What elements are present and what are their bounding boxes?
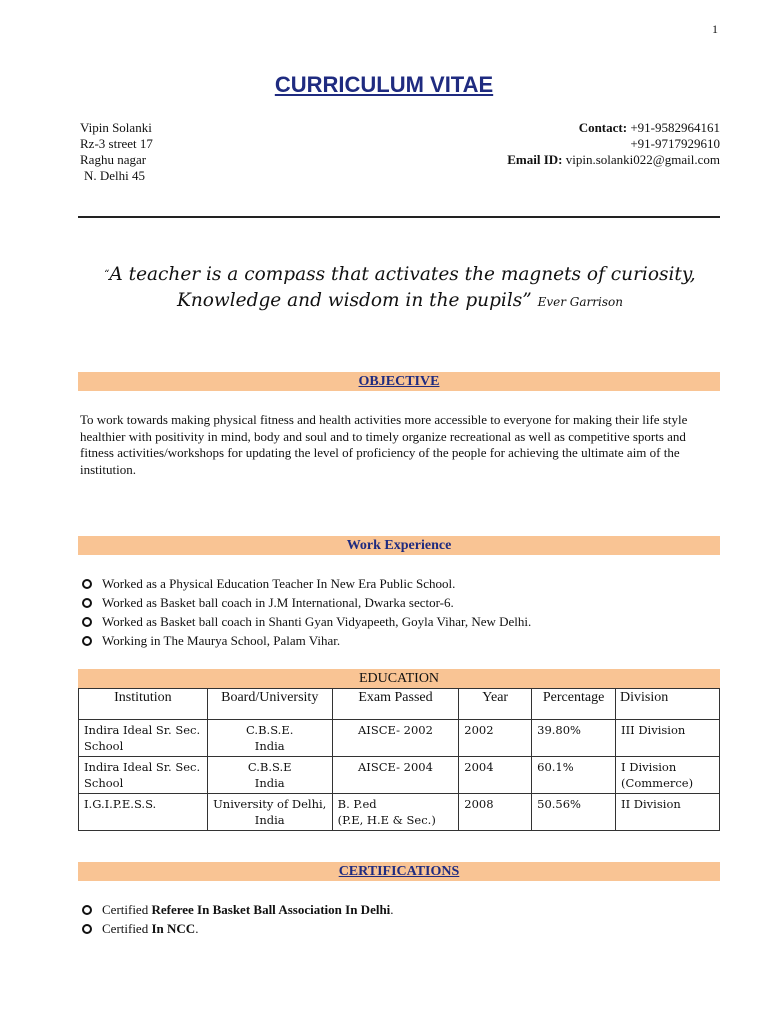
cell-exam: B. P.ed (P.E, H.E & Sec.) xyxy=(332,794,459,831)
cell-exam: AISCE- 2002 xyxy=(332,720,459,757)
bullet-circle-icon xyxy=(82,598,92,608)
list-item: Certified In NCC. xyxy=(80,919,720,938)
list-item: Worked as Basket ball coach in J.M International, Dwarka sector-6. xyxy=(80,593,720,612)
email-address: vipin.solanki022@gmail.com xyxy=(565,152,720,167)
address-line: N. Delhi 45 xyxy=(84,168,146,183)
column-header: Year xyxy=(459,689,532,720)
bullet-circle-icon xyxy=(82,924,92,934)
cell-division: II Division xyxy=(616,794,720,831)
column-header: Division xyxy=(616,689,720,720)
column-header: Exam Passed xyxy=(332,689,459,720)
quote-text: A teacher is a compass that activates the magnets of curiosity, Knowledge and wisdom in the pupils” xyxy=(109,264,696,311)
contact-block xyxy=(507,120,720,168)
cell-board: University of Delhi, India xyxy=(207,794,332,831)
objective-heading xyxy=(78,372,720,391)
column-header: Institution xyxy=(79,689,208,720)
quote xyxy=(70,262,730,315)
list-item: Certified Referee In Basket Ball Association In Delhi. xyxy=(80,900,720,919)
phone-2: +91-9717929610 xyxy=(630,136,720,151)
certifications-heading xyxy=(78,862,720,881)
cell-division: I Division (Commerce) xyxy=(616,757,720,794)
cell-exam: AISCE- 2004 xyxy=(332,757,459,794)
table-row xyxy=(79,720,720,757)
table-header-row xyxy=(79,689,720,720)
list-item: Worked as a Physical Education Teacher In New Era Public School. xyxy=(80,574,720,593)
address-block xyxy=(80,120,153,184)
certifications-heading-text: CERTIFICATIONS xyxy=(338,864,460,879)
education-table xyxy=(78,688,720,831)
bullet-circle-icon xyxy=(82,905,92,915)
address-line: Raghu nagar xyxy=(80,152,147,167)
work-experience-list xyxy=(80,574,720,650)
education-heading-text: EDUCATION xyxy=(358,671,440,686)
cell-percentage: 60.1% xyxy=(532,757,616,794)
table-row xyxy=(79,794,720,831)
cell-year: 2004 xyxy=(459,757,532,794)
cell-percentage: 39.80% xyxy=(532,720,616,757)
page-title: CURRICULUM VITAE xyxy=(274,72,494,97)
cell-division: III Division xyxy=(616,720,720,757)
objective-text: To work towards making physical fitness and health activities more accessible to everyone for making their life style healthier with positivity in mind, body and soul and to timely organize recreational as well as competitive sports and fitness activities/workshops for updating the level of proficiency of the people for achieving the ultimate aim of the institution. xyxy=(80,412,688,477)
contact-label: Contact: xyxy=(578,120,628,135)
column-header: Board/University xyxy=(207,689,332,720)
list-item: Worked as Basket ball coach in Shanti Gyan Vidyapeeth, Goyla Vihar, New Delhi. xyxy=(80,612,720,631)
column-header: Percentage xyxy=(532,689,616,720)
address-line: Rz-3 street 17 xyxy=(80,136,153,151)
cell-institution: Indira Ideal Sr. Sec. School xyxy=(79,757,208,794)
quote-author: Ever Garrison xyxy=(537,295,623,309)
cell-board: C.B.S.E India xyxy=(207,757,332,794)
quote-open-mark: “ xyxy=(104,269,110,280)
page-number: 1 xyxy=(712,22,718,36)
bullet-circle-icon xyxy=(82,617,92,627)
horizontal-rule xyxy=(78,216,720,218)
list-item: Working in The Maurya School, Palam Vihar. xyxy=(80,631,720,650)
bullet-circle-icon xyxy=(82,579,92,589)
cell-institution: Indira Ideal Sr. Sec. School xyxy=(79,720,208,757)
objective-heading-text: OBJECTIVE xyxy=(358,374,440,389)
cell-institution: I.G.I.P.E.S.S. xyxy=(79,794,208,831)
work-experience-heading-text: Work Experience xyxy=(346,538,452,553)
work-experience-heading xyxy=(78,536,720,555)
bullet-circle-icon xyxy=(82,636,92,646)
table-row xyxy=(79,757,720,794)
email-label: Email ID: xyxy=(507,152,563,167)
phone-1: +91-9582964161 xyxy=(630,120,720,135)
cell-percentage: 50.56% xyxy=(532,794,616,831)
address-name: Vipin Solanki xyxy=(80,120,152,135)
cell-year: 2008 xyxy=(459,794,532,831)
cell-board: C.B.S.E. India xyxy=(207,720,332,757)
education-heading xyxy=(78,669,720,688)
cell-year: 2002 xyxy=(459,720,532,757)
certifications-list xyxy=(80,900,720,938)
